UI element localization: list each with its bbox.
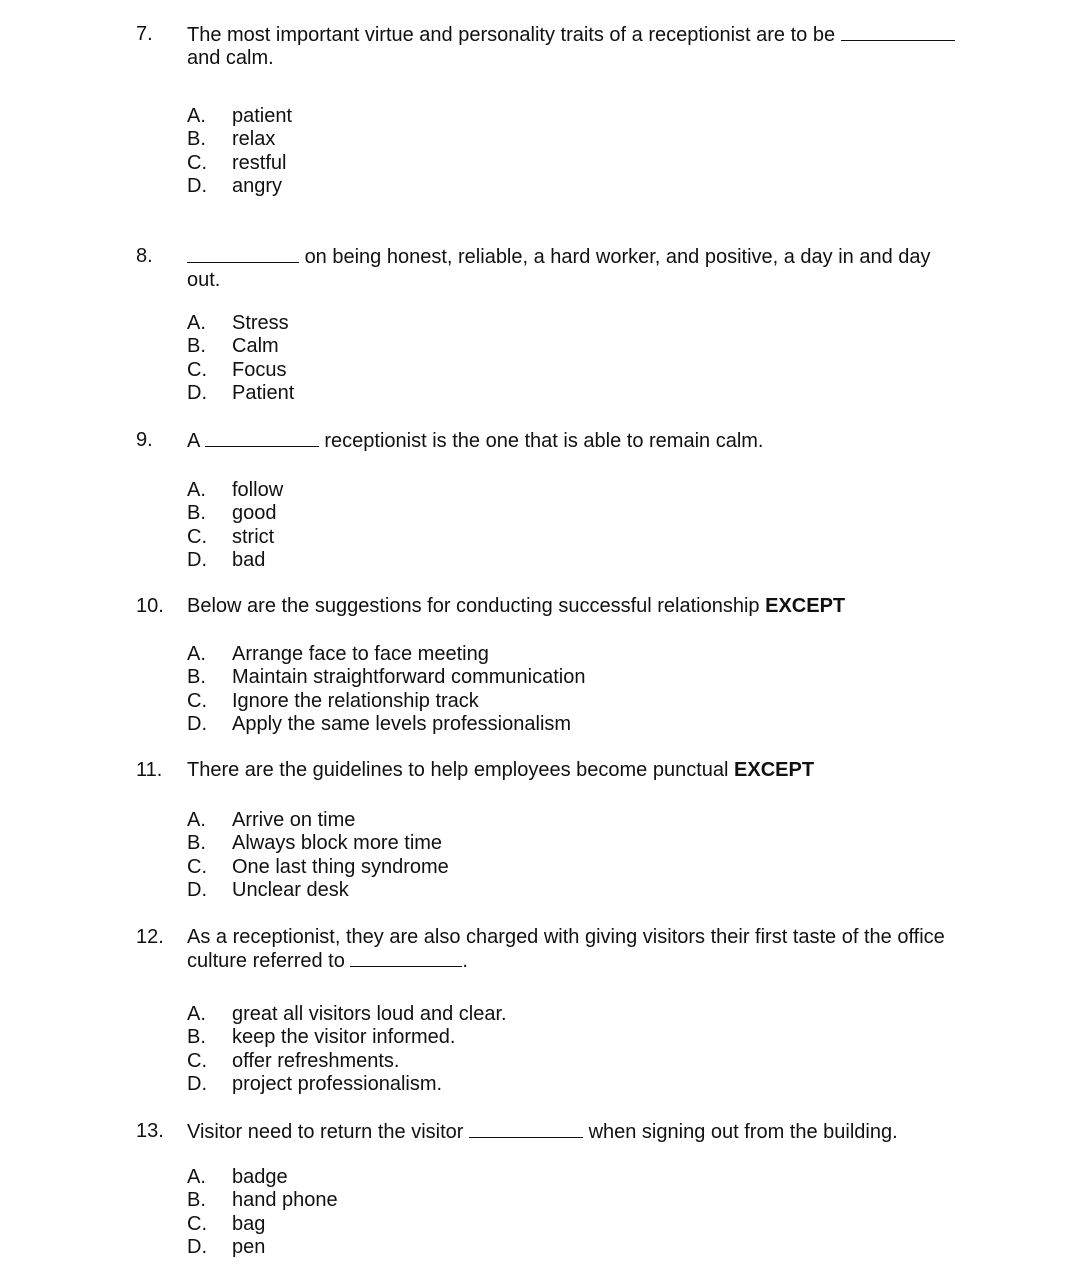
option-d: D. Apply the same levels professionalism <box>187 712 572 735</box>
question-number: 9. <box>136 429 153 451</box>
question-number: 11. <box>136 759 163 781</box>
answer-blank <box>187 245 299 263</box>
options-list <box>187 1003 507 1096</box>
option-a: A. great all visitors loud and clear. <box>187 1003 507 1025</box>
question-stem: As a receptionist, they are also charged with giving visitors their first taste of the office culture referred to . <box>187 926 945 972</box>
option-c: C. Focus <box>187 358 287 381</box>
question-stem: The most important virtue and personality traits of a receptionist are to be and calm. <box>187 23 967 70</box>
option-d: D. angry <box>187 174 283 197</box>
question-stem: Below are the suggestions for conducting successful relationship EXCEPT <box>187 595 846 617</box>
options-list <box>187 643 586 736</box>
options-list <box>187 1166 338 1259</box>
option-d: D. pen <box>187 1235 266 1258</box>
option-a: A. badge <box>187 1166 288 1188</box>
option-b: B. relax <box>187 128 276 151</box>
except-keyword: EXCEPT <box>765 595 846 617</box>
answer-blank <box>469 1120 583 1138</box>
option-b: B. Always block more time <box>187 832 443 855</box>
option-d: D. Patient <box>187 381 295 404</box>
option-a: A. follow <box>187 479 284 501</box>
answer-blank <box>350 949 462 967</box>
question-number: 7. <box>136 23 153 45</box>
option-a: A. Arrange face to face meeting <box>187 643 489 665</box>
option-b: B. hand phone <box>187 1189 338 1212</box>
options-list <box>187 479 283 572</box>
option-a: A. Stress <box>187 312 289 334</box>
question-stem: on being honest, reliable, a hard worker, and positive, a day in and day out. <box>187 246 931 291</box>
option-b: B. Maintain straightforward communication <box>187 666 586 689</box>
options-list <box>187 312 294 405</box>
option-d: D. bad <box>187 548 266 571</box>
question-number: 12. <box>136 926 164 948</box>
option-c: C. bag <box>187 1212 266 1235</box>
question-stem: Visitor need to return the visitor when signing out from the building. <box>187 1121 898 1143</box>
question-stem: A receptionist is the one that is able to remain calm. <box>187 430 764 452</box>
option-c: C. Ignore the relationship track <box>187 689 479 712</box>
option-a: A. patient <box>187 105 293 127</box>
answer-blank <box>205 429 319 447</box>
option-c: C. offer refreshments. <box>187 1049 400 1072</box>
options-list <box>187 105 292 198</box>
option-d: D. project professionalism. <box>187 1072 443 1095</box>
option-b: B. Calm <box>187 335 279 358</box>
question-number: 13. <box>136 1120 164 1142</box>
question-number: 8. <box>136 245 153 267</box>
option-b: B. keep the visitor informed. <box>187 1026 456 1049</box>
option-a: A. Arrive on time <box>187 809 356 831</box>
option-b: B. good <box>187 502 277 525</box>
option-c: C. strict <box>187 525 275 548</box>
option-d: D. Unclear desk <box>187 878 349 901</box>
except-keyword: EXCEPT <box>734 759 815 781</box>
question-number: 10. <box>136 595 164 617</box>
answer-blank <box>841 23 955 41</box>
options-list <box>187 809 449 902</box>
option-c: C. restful <box>187 151 287 174</box>
question-stem: There are the guidelines to help employees become punctual EXCEPT <box>187 759 815 781</box>
option-c: C. One last thing syndrome <box>187 855 449 878</box>
